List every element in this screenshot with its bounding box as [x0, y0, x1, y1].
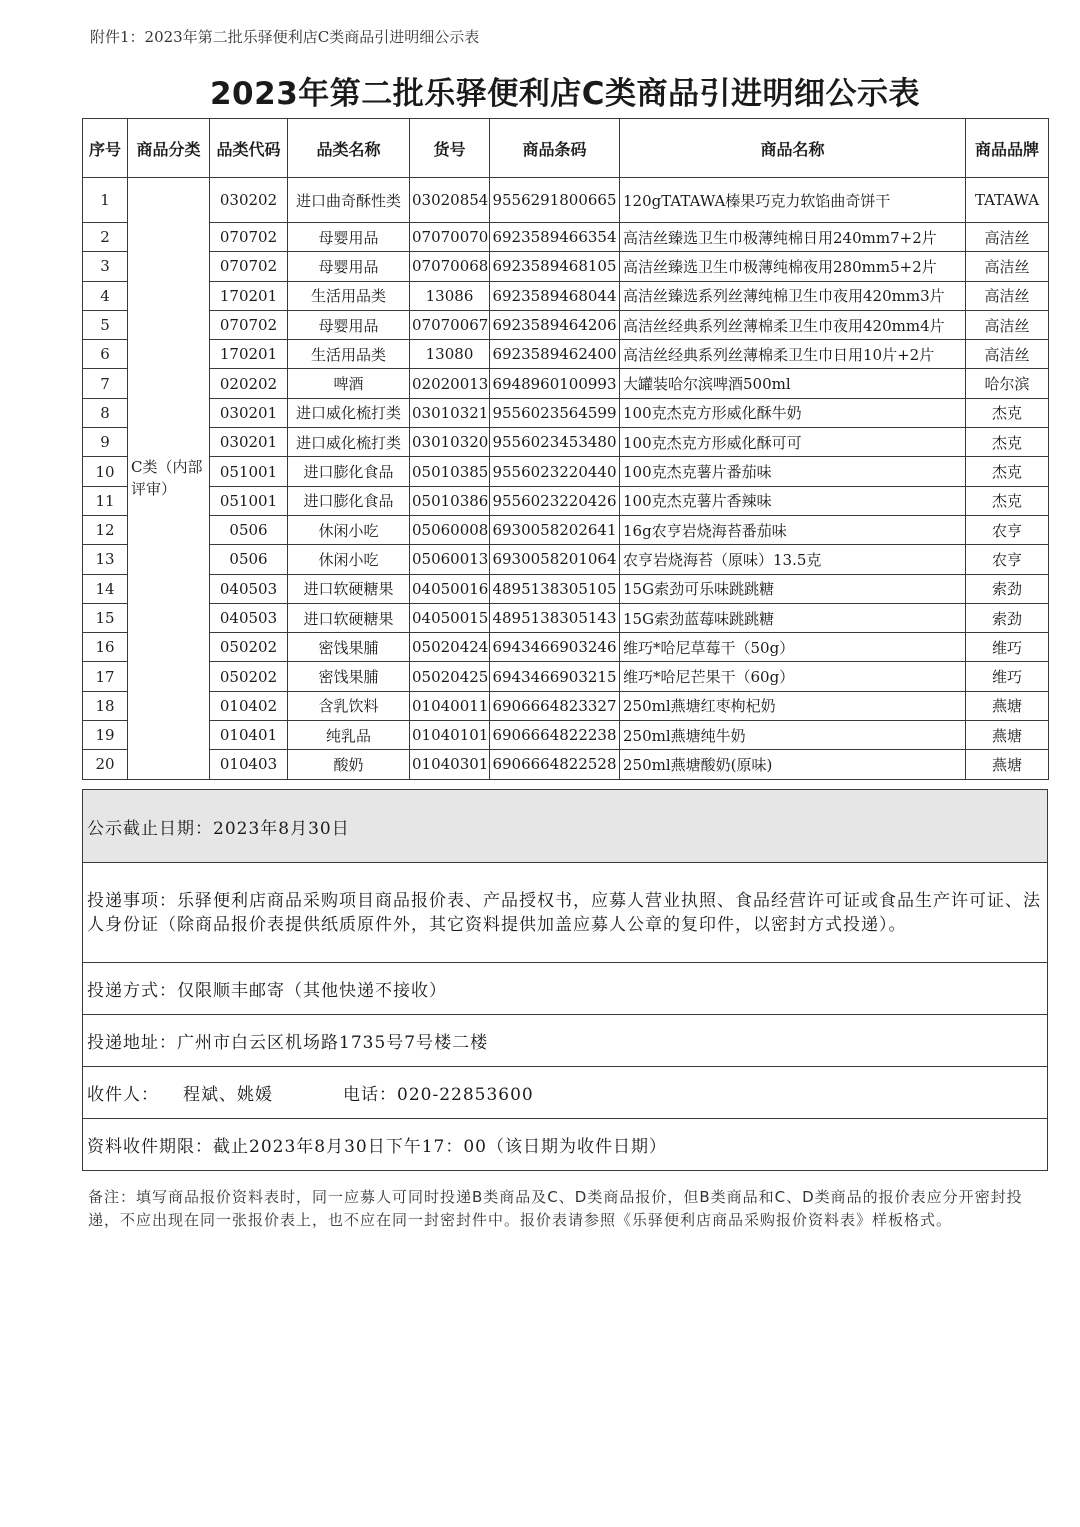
cell-seq: 4	[83, 281, 128, 310]
cell-product-name: 100克杰克薯片番茄味	[620, 457, 966, 486]
cell-seq: 8	[83, 398, 128, 427]
cell-cat-name: 酸奶	[288, 750, 410, 779]
cell-brand: 索劲	[966, 574, 1049, 603]
cell-brand: 哈尔滨	[966, 369, 1049, 398]
cell-cat-code: 030201	[210, 428, 288, 457]
recipient-label: 收件人：	[87, 1085, 159, 1105]
header-cat-code: 品类代码	[210, 119, 288, 178]
table-body	[83, 178, 1049, 780]
cell-item-no: 13086	[410, 281, 490, 310]
attachment-label: 附件1：2023年第二批乐驿便利店C类商品引进明细公示表	[90, 28, 480, 46]
cell-brand: 高洁丝	[966, 340, 1049, 369]
table-row	[83, 428, 1049, 457]
table-row	[83, 545, 1049, 574]
collection-deadline-text: 资料收件期限：截止2023年8月30日下午17：00（该日期为收件日期）	[83, 1119, 1048, 1171]
cell-product-name: 高洁丝臻选卫生巾极薄纯棉夜用280mm5+2片	[620, 252, 966, 281]
cell-cat-code: 030201	[210, 398, 288, 427]
table-row	[83, 252, 1049, 281]
cell-cat-name: 母婴用品	[288, 310, 410, 339]
cell-item-no: 07070070	[410, 223, 490, 252]
cell-cat-name: 进口膨化食品	[288, 457, 410, 486]
cell-product-name: 250ml燕塘酸奶(原味)	[620, 750, 966, 779]
cell-category: C类（内部评审）	[128, 178, 210, 780]
cell-cat-code: 050202	[210, 662, 288, 691]
table-row	[83, 223, 1049, 252]
cell-product-name: 高洁丝经典系列丝薄棉柔卫生巾日用10片+2片	[620, 340, 966, 369]
table-row	[83, 340, 1049, 369]
cell-cat-name: 生活用品类	[288, 281, 410, 310]
cell-seq: 15	[83, 603, 128, 632]
cell-brand: 维巧	[966, 633, 1049, 662]
cell-cat-name: 进口曲奇酥性类	[288, 178, 410, 223]
cell-barcode: 9556291800665	[490, 178, 620, 223]
cell-brand: 高洁丝	[966, 310, 1049, 339]
cell-item-no: 05010385	[410, 457, 490, 486]
cell-item-no: 05010386	[410, 486, 490, 515]
table-row	[83, 721, 1049, 750]
cell-seq: 14	[83, 574, 128, 603]
cell-cat-code: 010401	[210, 721, 288, 750]
cell-cat-code: 040503	[210, 603, 288, 632]
cell-barcode: 9556023220426	[490, 486, 620, 515]
cell-cat-name: 母婴用品	[288, 252, 410, 281]
cell-cat-name: 生活用品类	[288, 340, 410, 369]
cell-cat-code: 010403	[210, 750, 288, 779]
cell-brand: 杰克	[966, 486, 1049, 515]
cell-barcode: 6923589468044	[490, 281, 620, 310]
cell-seq: 20	[83, 750, 128, 779]
cell-cat-name: 含乳饮料	[288, 691, 410, 720]
cell-brand: 高洁丝	[966, 223, 1049, 252]
cell-barcode: 6923589464206	[490, 310, 620, 339]
cell-product-name: 高洁丝臻选卫生巾极薄纯棉日用240mm7+2片	[620, 223, 966, 252]
cell-brand: TATAWA	[966, 178, 1049, 223]
phone-text: 电话：020-22853600	[343, 1085, 534, 1105]
page-title: 2023年第二批乐驿便利店C类商品引进明细公示表	[209, 76, 921, 112]
recipient-names: 程斌、姚媛	[183, 1085, 273, 1105]
table-row	[83, 603, 1049, 632]
cell-item-no: 04050016	[410, 574, 490, 603]
cell-barcode: 6906664822528	[490, 750, 620, 779]
cell-product-name: 15G索劲可乐味跳跳糖	[620, 574, 966, 603]
cell-cat-code: 020202	[210, 369, 288, 398]
cell-cat-code: 070702	[210, 252, 288, 281]
cell-product-name: 100克杰克方形威化酥牛奶	[620, 398, 966, 427]
cell-product-name: 农亨岩烧海苔（原味）13.5克	[620, 545, 966, 574]
cell-seq: 9	[83, 428, 128, 457]
cell-item-no: 05060013	[410, 545, 490, 574]
cell-product-name: 15G索劲蓝莓味跳跳糖	[620, 603, 966, 632]
cell-brand: 维巧	[966, 662, 1049, 691]
table-row	[83, 457, 1049, 486]
header-barcode: 商品条码	[490, 119, 620, 178]
cell-seq: 17	[83, 662, 128, 691]
cell-cat-name: 进口膨化食品	[288, 486, 410, 515]
table-row	[83, 178, 1049, 223]
table-row	[83, 486, 1049, 515]
cell-cat-name: 密饯果脯	[288, 662, 410, 691]
info-table	[82, 789, 1048, 1171]
cell-seq: 11	[83, 486, 128, 515]
cell-seq: 7	[83, 369, 128, 398]
cell-item-no: 03010321	[410, 398, 490, 427]
cell-cat-code: 170201	[210, 281, 288, 310]
cell-item-no: 03010320	[410, 428, 490, 457]
cell-brand: 杰克	[966, 398, 1049, 427]
cell-brand: 杰克	[966, 428, 1049, 457]
cell-barcode: 9556023453480	[490, 428, 620, 457]
cell-cat-name: 进口威化梳打类	[288, 428, 410, 457]
cell-item-no: 07070068	[410, 252, 490, 281]
cell-brand: 燕塘	[966, 750, 1049, 779]
cell-barcode: 6943466903215	[490, 662, 620, 691]
cell-item-no: 05020424	[410, 633, 490, 662]
table-row	[83, 369, 1049, 398]
cell-barcode: 4895138305105	[490, 574, 620, 603]
cell-barcode: 6923589462400	[490, 340, 620, 369]
cell-brand: 高洁丝	[966, 252, 1049, 281]
cell-barcode: 6923589468105	[490, 252, 620, 281]
cell-cat-code: 070702	[210, 223, 288, 252]
cell-cat-name: 休闲小吃	[288, 515, 410, 544]
table-row	[83, 662, 1049, 691]
cell-barcode: 6923589466354	[490, 223, 620, 252]
table-row	[83, 281, 1049, 310]
table-row	[83, 398, 1049, 427]
cell-brand: 高洁丝	[966, 281, 1049, 310]
delivery-address-text: 投递地址：广州市白云区机场路1735号7号楼二楼	[83, 1015, 1048, 1067]
cell-item-no: 01040301	[410, 750, 490, 779]
table-row	[83, 750, 1049, 779]
cell-seq: 10	[83, 457, 128, 486]
cell-product-name: 高洁丝经典系列丝薄棉柔卫生巾夜用420mm4片	[620, 310, 966, 339]
cell-brand: 杰克	[966, 457, 1049, 486]
cell-barcode: 9556023220440	[490, 457, 620, 486]
recipient-row	[83, 1067, 1048, 1119]
cell-product-name: 维巧*哈尼草莓干（50g）	[620, 633, 966, 662]
cell-product-name: 维巧*哈尼芒果干（60g）	[620, 662, 966, 691]
cell-brand: 农亨	[966, 515, 1049, 544]
cell-seq: 6	[83, 340, 128, 369]
cell-product-name: 250ml燕塘红枣枸杞奶	[620, 691, 966, 720]
cell-cat-code: 040503	[210, 574, 288, 603]
cell-barcode: 6943466903246	[490, 633, 620, 662]
footnote: 备注：填写商品报价资料表时，同一应募人可同时投递B类商品及C、D类商品报价，但B类商品和C、D类商品的报价表应分开密封投递，不应出现在同一张报价表上，也不应在同一封密封件中。报价表请参照《乐驿便利店商品采购报价资料表》样板格式。	[88, 1188, 1023, 1229]
cell-product-name: 大罐装哈尔滨啤酒500ml	[620, 369, 966, 398]
cell-seq: 18	[83, 691, 128, 720]
table-row	[83, 310, 1049, 339]
cell-barcode: 6906664822238	[490, 721, 620, 750]
table-row	[83, 691, 1049, 720]
cell-item-no: 13080	[410, 340, 490, 369]
cell-barcode: 6930058202641	[490, 515, 620, 544]
cell-cat-name: 进口软硬糖果	[288, 603, 410, 632]
delivery-method-text: 投递方式：仅限顺丰邮寄（其他快递不接收）	[83, 963, 1048, 1015]
cell-cat-code: 010402	[210, 691, 288, 720]
cell-item-no: 01040101	[410, 721, 490, 750]
table-row	[83, 574, 1049, 603]
cell-barcode: 6906664823327	[490, 691, 620, 720]
cell-cat-name: 进口威化梳打类	[288, 398, 410, 427]
header-brand: 商品品牌	[966, 119, 1049, 178]
cell-product-name: 高洁丝臻选系列丝薄纯棉卫生巾夜用420mm3片	[620, 281, 966, 310]
product-table	[82, 118, 1049, 780]
cell-cat-name: 密饯果脯	[288, 633, 410, 662]
cell-barcode: 9556023564599	[490, 398, 620, 427]
cell-cat-code: 170201	[210, 340, 288, 369]
cell-item-no: 03020854	[410, 178, 490, 223]
cell-cat-name: 休闲小吃	[288, 545, 410, 574]
cell-product-name: 120gTATAWA榛果巧克力软馅曲奇饼干	[620, 178, 966, 223]
cell-item-no: 05060008	[410, 515, 490, 544]
table-row	[83, 515, 1049, 544]
cell-product-name: 100克杰克薯片香辣味	[620, 486, 966, 515]
cell-product-name: 250ml燕塘纯牛奶	[620, 721, 966, 750]
cell-seq: 1	[83, 178, 128, 223]
cell-cat-code: 030202	[210, 178, 288, 223]
cell-brand: 燕塘	[966, 691, 1049, 720]
header-item-no: 货号	[410, 119, 490, 178]
cell-brand: 燕塘	[966, 721, 1049, 750]
cell-cat-name: 纯乳品	[288, 721, 410, 750]
cell-cat-code: 051001	[210, 457, 288, 486]
cell-cat-name: 进口软硬糖果	[288, 574, 410, 603]
cell-seq: 3	[83, 252, 128, 281]
cell-cat-name: 啤酒	[288, 369, 410, 398]
cell-seq: 2	[83, 223, 128, 252]
cell-cat-code: 051001	[210, 486, 288, 515]
cell-barcode: 6930058201064	[490, 545, 620, 574]
header-category: 商品分类	[128, 119, 210, 178]
delivery-items-text: 投递事项：乐驿便利店商品采购项目商品报价表、产品授权书，应募人营业执照、食品经营许可证或食品生产许可证、法人身份证（除商品报价表提供纸质原件外，其它资料提供加盖应募人公章的复印件，以密封方式投递）。	[83, 863, 1048, 963]
table-row	[83, 633, 1049, 662]
table-header-row	[83, 119, 1049, 178]
cell-cat-code: 050202	[210, 633, 288, 662]
cell-brand: 农亨	[966, 545, 1049, 574]
cell-barcode: 4895138305143	[490, 603, 620, 632]
header-product-name: 商品名称	[620, 119, 966, 178]
cell-barcode: 6948960100993	[490, 369, 620, 398]
cell-cat-code: 070702	[210, 310, 288, 339]
cell-product-name: 100克杰克方形威化酥可可	[620, 428, 966, 457]
cell-seq: 19	[83, 721, 128, 750]
cell-seq: 12	[83, 515, 128, 544]
header-seq: 序号	[83, 119, 128, 178]
cell-cat-name: 母婴用品	[288, 223, 410, 252]
cell-item-no: 01040011	[410, 691, 490, 720]
deadline-text: 公示截止日期：2023年8月30日	[83, 790, 1048, 863]
cell-item-no: 02020013	[410, 369, 490, 398]
cell-brand: 索劲	[966, 603, 1049, 632]
cell-seq: 13	[83, 545, 128, 574]
cell-cat-code: 0506	[210, 515, 288, 544]
cell-item-no: 07070067	[410, 310, 490, 339]
header-cat-name: 品类名称	[288, 119, 410, 178]
cell-item-no: 05020425	[410, 662, 490, 691]
cell-seq: 5	[83, 310, 128, 339]
cell-seq: 16	[83, 633, 128, 662]
cell-cat-code: 0506	[210, 545, 288, 574]
cell-item-no: 04050015	[410, 603, 490, 632]
cell-product-name: 16g农亨岩烧海苔番茄味	[620, 515, 966, 544]
